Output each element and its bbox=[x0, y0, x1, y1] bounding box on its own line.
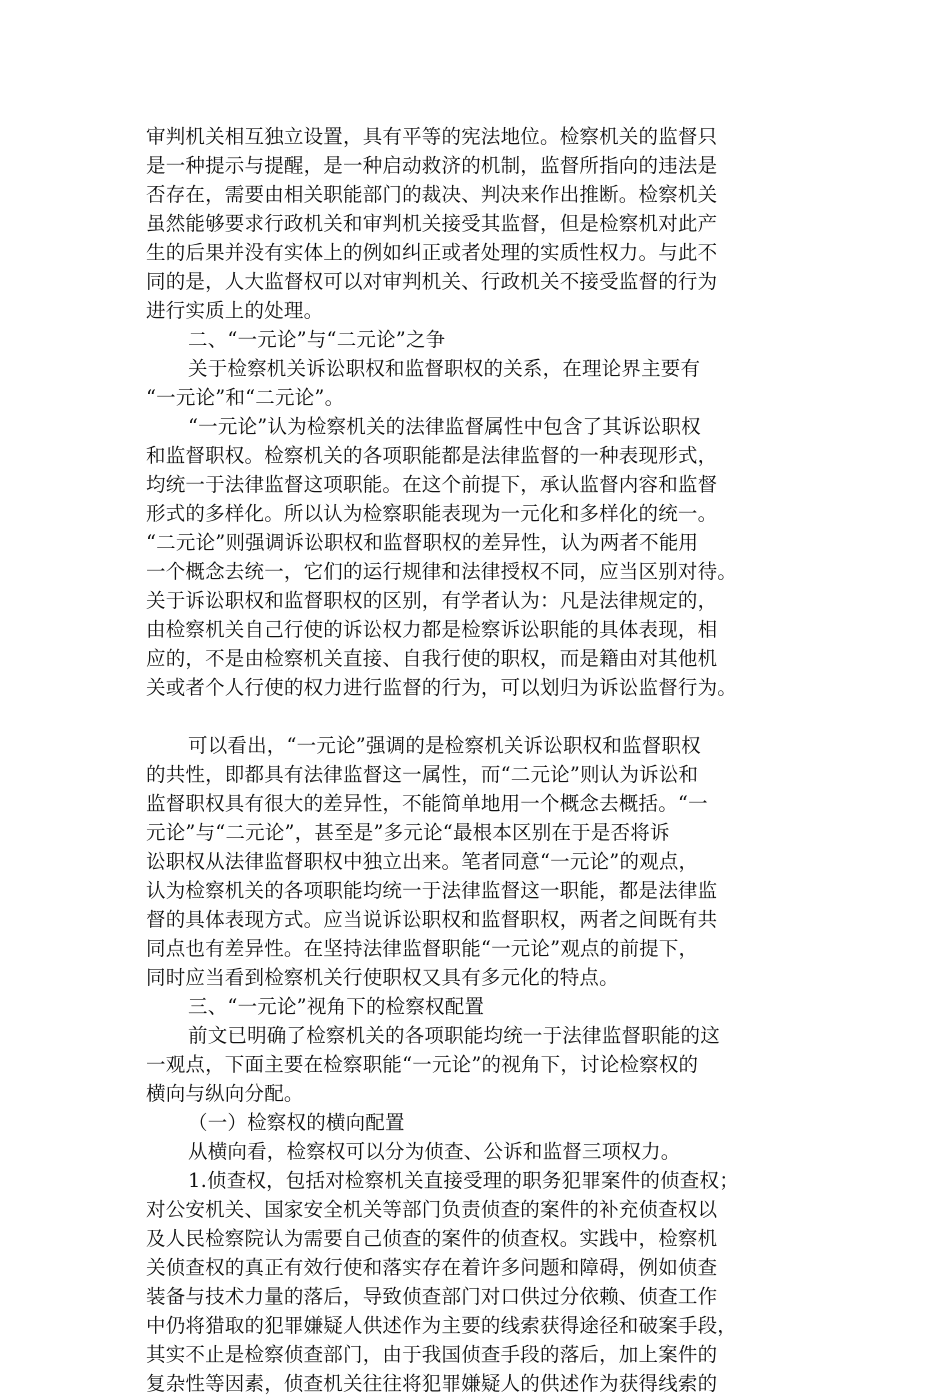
text-line: 进行实质上的处理。 bbox=[146, 299, 324, 322]
text-line: 一观点，下面主要在检察职能“一元论”的视角下，讨论检察权的 bbox=[146, 1053, 699, 1076]
text-line: 是一种提示与提醒，是一种启动救济的机制，监督所指向的违法是 bbox=[146, 154, 718, 177]
text-line: 装备与技术力量的落后，导致侦查部门对口供过分依赖、侦查工作 bbox=[146, 1285, 718, 1308]
text-line: 对公安机关、国家安全机关等部门负责侦查的案件的补充侦查权以 bbox=[146, 1198, 718, 1221]
text-line: 关于检察机关诉讼职权和监督职权的关系，在理论界主要有 bbox=[188, 357, 701, 380]
text-line: 可以看出，“一元论”强调的是检察机关诉讼职权和监督职权 bbox=[188, 734, 701, 757]
text-line: （一）检察权的横向配置 bbox=[188, 1111, 405, 1134]
text-line: 及人民检察院认为需要自己侦查的案件的侦查权。实践中，检察机 bbox=[146, 1227, 718, 1250]
text-line: 关或者个人行使的权力进行监督的行为，可以划归为诉讼监督行为。 bbox=[146, 676, 738, 699]
text-line: 监督职权具有很大的差异性，不能简单地用一个概念去概括。“一 bbox=[146, 792, 708, 815]
blank-line bbox=[146, 702, 806, 731]
text-line: 和监督职权。检察机关的各项职能都是法律监督的一种表现形式， bbox=[146, 444, 718, 467]
text-line: 从横向看，检察权可以分为侦查、公诉和监督三项权力。 bbox=[188, 1140, 681, 1163]
text-line: 的共性，即都具有法律监督这一属性，而“二元论”则认为诉讼和 bbox=[146, 763, 699, 786]
text-line: 其实不止是检察侦查部门，由于我国侦查手段的落后，加上案件的 bbox=[146, 1343, 718, 1366]
text-line: 审判机关相互独立设置，具有平等的宪法地位。检察机关的监督只 bbox=[146, 125, 718, 148]
text-line: 三、“一元论”视角下的检察权配置 bbox=[188, 995, 485, 1018]
text-line: “一元论”认为检察机关的法律监督属性中包含了其诉讼职权 bbox=[188, 415, 701, 438]
text-line: 元论”与“二元论”，甚至是”多元论“最根本区别在于是否将诉 bbox=[146, 821, 670, 844]
text-line: 形式的多样化。所以认为检察职能表现为一元化和多样化的统一。 bbox=[146, 502, 718, 525]
text-line: 同的是，人大监督权可以对审判机关、行政机关不接受监督的行为 bbox=[146, 270, 718, 293]
text-line: 虽然能够要求行政机关和审判机关接受其监督，但是检察机对此产 bbox=[146, 212, 718, 235]
text-line: 横向与纵向分配。 bbox=[146, 1082, 304, 1105]
text-line: 前文已明确了检察机关的各项职能均统一于法律监督职能的这 bbox=[188, 1024, 720, 1047]
text-line: 应的，不是由检察机关直接、自我行使的职权，而是籍由对其他机 bbox=[146, 647, 718, 670]
document-page bbox=[146, 122, 806, 1398]
text-line: 一个概念去统一，它们的运行规律和法律授权不同，应当区别对待。 bbox=[146, 560, 738, 583]
text-line: 由检察机关自己行使的诉讼权力都是检察诉讼职能的具体表现，相 bbox=[146, 618, 718, 641]
text-line: 生的后果并没有实体上的例如纠正或者处理的实质性权力。与此不 bbox=[146, 241, 718, 264]
text-line: “一元论”和“二元论”。 bbox=[146, 386, 345, 409]
text-line: 关于诉讼职权和监督职权的区别，有学者认为：凡是法律规定的， bbox=[146, 589, 718, 612]
text-line: “二元论”则强调诉讼职权和监督职权的差异性，认为两者不能用 bbox=[146, 531, 699, 554]
text-line: 二、“一元论”与“二元论”之争 bbox=[188, 328, 446, 351]
text-line: 讼职权从法律监督职权中独立出来。笔者同意“一元论”的观点， bbox=[146, 850, 699, 873]
text-line: 同时应当看到检察机关行使职权又具有多元化的特点。 bbox=[146, 966, 619, 989]
text-line: 均统一于法律监督这项职能。在这个前提下，承认监督内容和监督 bbox=[146, 473, 718, 496]
text-line: 督的具体表现方式。应当说诉讼职权和监督职权，两者之间既有共 bbox=[146, 908, 718, 931]
text-line: 中仍将猎取的犯罪嫌疑人供述作为主要的线索获得途径和破案手段， bbox=[146, 1314, 738, 1337]
text-line: 复杂性等因素，侦查机关往往将犯罪嫌疑人的供述作为获得线索的 bbox=[146, 1372, 718, 1395]
text-line: 认为检察机关的各项职能均统一于法律监督这一职能，都是法律监 bbox=[146, 879, 718, 902]
text-line: 关侦查权的真正有效行使和落实存在着许多问题和障碍，例如侦查 bbox=[146, 1256, 718, 1279]
text-line: 否存在，需要由相关职能部门的裁决、判决来作出推断。检察机关 bbox=[146, 183, 718, 206]
text-line: 同点也有差异性。在坚持法律监督职能“一元论”观点的前提下， bbox=[146, 937, 699, 960]
text-line: 1.侦查权，包括对检察机关直接受理的职务犯罪案件的侦查权； bbox=[188, 1169, 739, 1192]
